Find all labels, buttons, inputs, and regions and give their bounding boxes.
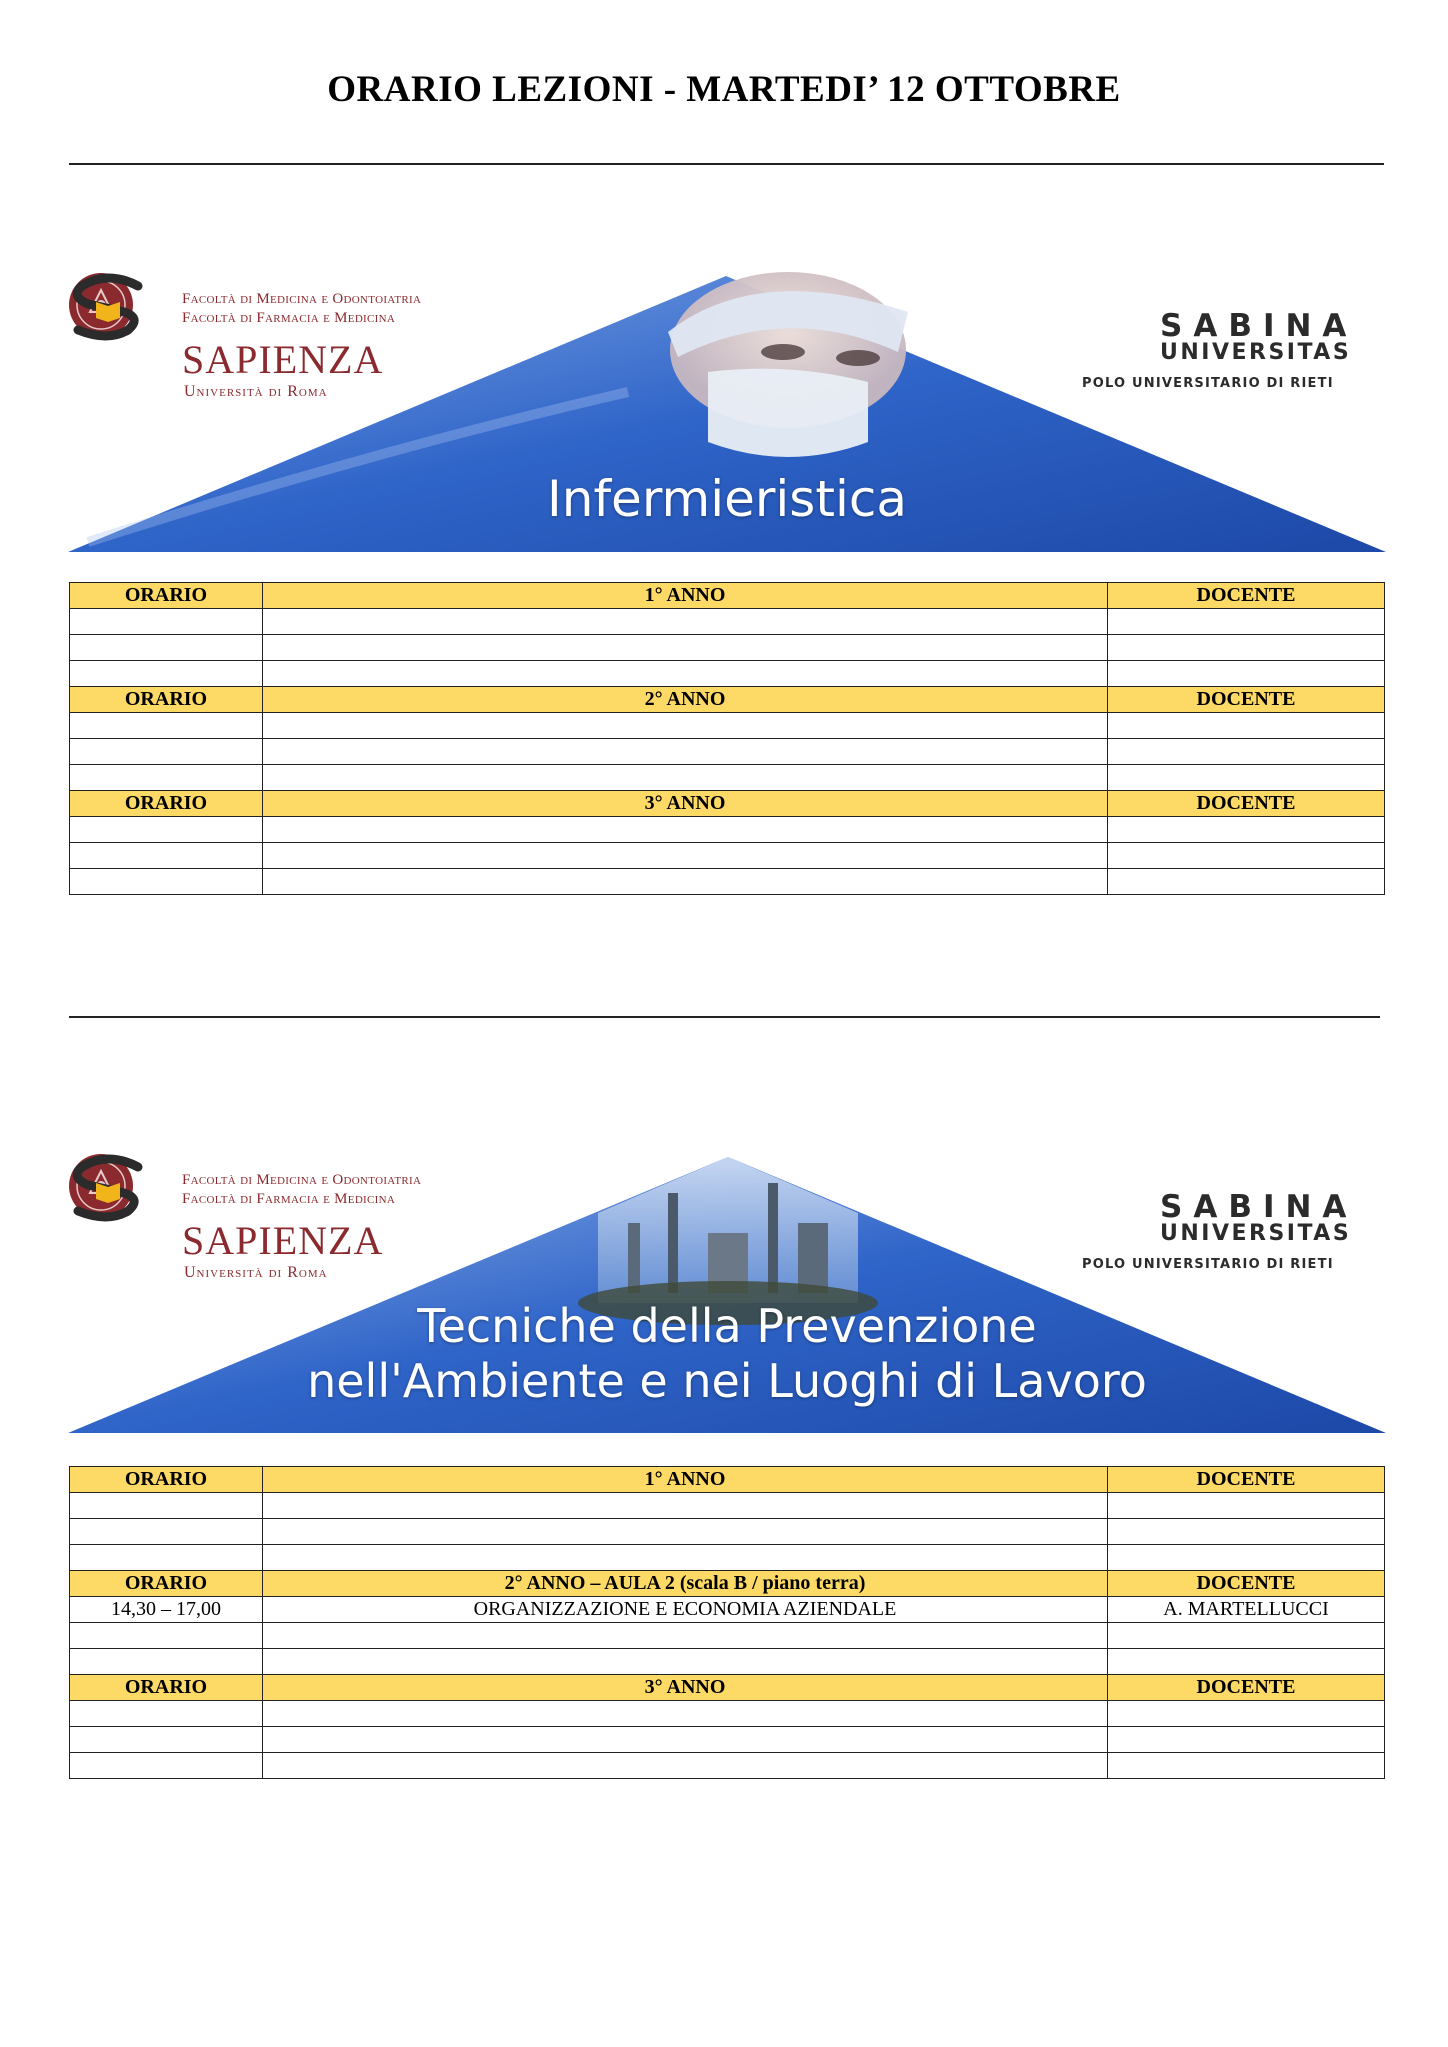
- table-row: [70, 1623, 1385, 1649]
- table-row: [70, 1753, 1385, 1779]
- docente-header: DOCENTE: [1108, 791, 1385, 817]
- schedule-table-infermieristica: [69, 582, 1385, 895]
- orario-header: ORARIO: [70, 1571, 263, 1597]
- sabina-logo-icon: [68, 272, 148, 342]
- table-row: [70, 661, 1385, 687]
- table-row: [70, 817, 1385, 843]
- table-header-row: [70, 1675, 1385, 1701]
- table-row: [70, 1727, 1385, 1753]
- table-row: [70, 869, 1385, 895]
- table-row: [70, 1649, 1385, 1675]
- table-header-row: [70, 687, 1385, 713]
- anno-header: 1° ANNO: [263, 583, 1108, 609]
- sapienza-name: SAPIENZA: [182, 1218, 384, 1263]
- orario-cell: 14,30 – 17,00: [70, 1597, 263, 1623]
- divider-middle: [69, 1016, 1380, 1018]
- sabina-name: SABINA: [1160, 1189, 1358, 1225]
- page-title: ORARIO LEZIONI - MARTEDI’ 12 OTTOBRE: [327, 69, 1121, 110]
- table-row: [70, 739, 1385, 765]
- anno-header: 1° ANNO: [263, 1467, 1108, 1493]
- orario-header: ORARIO: [70, 687, 263, 713]
- sapienza-subtitle: Università di Roma: [184, 1264, 328, 1281]
- table-header-row: [70, 1467, 1385, 1493]
- course-title: Infermieristica: [547, 470, 907, 528]
- table-row: [70, 1545, 1385, 1571]
- docente-header: DOCENTE: [1108, 583, 1385, 609]
- sapienza-name: SAPIENZA: [182, 337, 384, 382]
- faculty-text: Facoltà di Medicina e Odontoiatria Facoltà di Farmacia e Medicina: [182, 1172, 422, 1207]
- faculty-text: Facoltà di Medicina e Odontoiatria Facoltà di Farmacia e Medicina: [182, 291, 422, 326]
- table-header-row: [70, 791, 1385, 817]
- table-row: [70, 609, 1385, 635]
- orario-header: ORARIO: [70, 791, 263, 817]
- table-row: [70, 1597, 1385, 1623]
- banner-tecniche-prevenzione: [68, 1153, 1386, 1433]
- anno-header: 3° ANNO: [263, 791, 1108, 817]
- divider-top: [69, 163, 1384, 165]
- sabina-universitas: UNIVERSITAS: [1160, 340, 1352, 365]
- anno-header: 2° ANNO – AULA 2 (scala B / piano terra): [263, 1571, 1108, 1597]
- sabina-polo: POLO UNIVERSITARIO DI RIETI: [1082, 376, 1334, 391]
- docente-header: DOCENTE: [1108, 687, 1385, 713]
- docente-header: DOCENTE: [1108, 1675, 1385, 1701]
- materia-cell: ORGANIZZAZIONE E ECONOMIA AZIENDALE: [263, 1597, 1108, 1623]
- docente-header: DOCENTE: [1108, 1571, 1385, 1597]
- orario-header: ORARIO: [70, 583, 263, 609]
- sabina-name: SABINA: [1160, 308, 1358, 344]
- orario-header: ORARIO: [70, 1467, 263, 1493]
- table-row: [70, 765, 1385, 791]
- sabina-logo-icon: [68, 1153, 148, 1223]
- banner-infermieristica: [68, 272, 1386, 552]
- sapienza-subtitle: Università di Roma: [184, 383, 328, 400]
- table-row: [70, 635, 1385, 661]
- docente-cell: A. MARTELLUCCI: [1108, 1597, 1385, 1623]
- anno-header: 2° ANNO: [263, 687, 1108, 713]
- table-row: [70, 1493, 1385, 1519]
- table-row: [70, 1519, 1385, 1545]
- orario-header: ORARIO: [70, 1675, 263, 1701]
- docente-header: DOCENTE: [1108, 1467, 1385, 1493]
- schedule-table-tecniche-prevenzione: [69, 1466, 1385, 1779]
- sabina-polo: POLO UNIVERSITARIO DI RIETI: [1082, 1257, 1334, 1272]
- table-header-row: [70, 583, 1385, 609]
- anno-header: 3° ANNO: [263, 1675, 1108, 1701]
- table-row: [70, 713, 1385, 739]
- sabina-universitas: UNIVERSITAS: [1160, 1221, 1352, 1246]
- table-row: [70, 843, 1385, 869]
- course-title: Tecniche della Prevenzione nell'Ambiente e nei Luoghi di Lavoro: [307, 1299, 1147, 1408]
- table-row: [70, 1701, 1385, 1727]
- table-header-row: [70, 1571, 1385, 1597]
